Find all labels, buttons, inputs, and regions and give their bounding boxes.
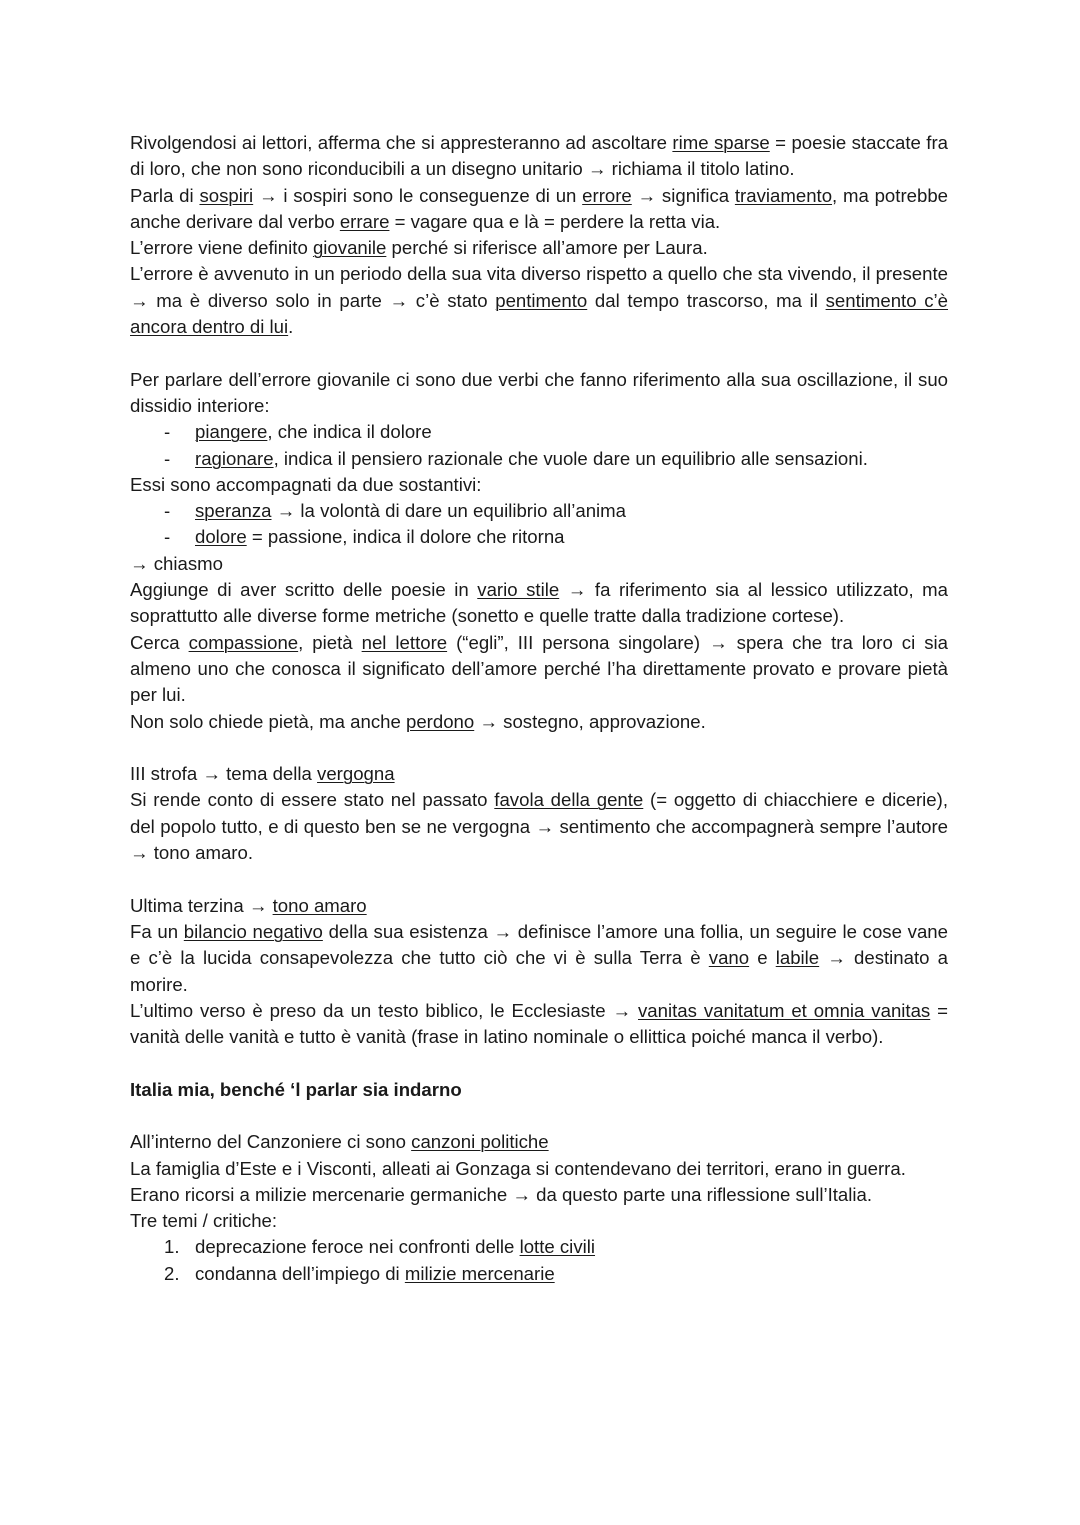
- list-item: - speranza → la volontà di dare un equilibrio all’anima: [164, 498, 948, 524]
- paragraph-perdono: Non solo chiede pietà, ma anche perdono → sostegno, approvazione.: [130, 710, 706, 732]
- underlined-term: vergogna: [317, 763, 395, 785]
- paragraph-vario-stile: Aggiunge di aver scritto delle poesie in vario stile → fa riferimento sia al lessico utilizzato, ma soprattutto alle diverse forme metriche (sonetto e quelle tratte dalla tradizione cortese).: [130, 579, 948, 627]
- underlined-term: errore: [582, 184, 632, 206]
- underlined-term: vano: [708, 947, 750, 969]
- paragraph-bilancio: Fa un bilancio negativo della sua esistenza → definisce l’amore una follia, un seguire le cose vane e c’è la lucida consapevolezza che tutto ciò che vi è sulla Terra è vano e labile → destinato a morire.: [130, 920, 948, 995]
- underlined-term: speranza: [195, 500, 272, 522]
- spacer: [130, 340, 948, 366]
- underlined-term: sentimento c’è ancora dentro di lui: [130, 289, 949, 338]
- underlined-term: favola della gente: [494, 789, 644, 811]
- page-content: [130, 130, 948, 1287]
- paragraph-giovanile: L’errore viene definito giovanile perché si riferisce all’amore per Laura.: [130, 237, 708, 259]
- spacer: [130, 735, 948, 761]
- paragraph-iii-strofa: III strofa → tema della vergogna: [130, 763, 395, 785]
- verbs-list: [130, 419, 948, 472]
- paragraph-chiasmo: → chiasmo: [130, 552, 223, 574]
- underlined-term: compassione: [188, 631, 299, 653]
- themes-list: [130, 1234, 948, 1287]
- underlined-term: lotte civili: [519, 1236, 596, 1258]
- underlined-term: piangere: [195, 421, 268, 443]
- underlined-term: dolore: [195, 526, 247, 548]
- list-item: 2. condanna dell’impiego di milizie mercenarie: [164, 1262, 555, 1284]
- paragraph-canzoni-politiche: All’interno del Canzoniere ci sono canzoni politiche: [130, 1131, 549, 1153]
- underlined-term: traviamento: [734, 184, 833, 206]
- underlined-term: tono amaro: [272, 894, 367, 916]
- nouns-list: [130, 498, 948, 551]
- paragraph-sospiri: Parla di sospiri → i sospiri sono le conseguenze di un errore → significa traviamento, ma potrebbe anche derivare dal verbo errare = vagare qua e là = perdere la retta via.: [130, 184, 948, 232]
- paragraph-nouns-intro: Essi sono accompagnati da due sostantivi:: [130, 473, 482, 495]
- paragraph-rime-sparse: Rivolgendosi ai lettori, afferma che si appresteranno ad ascoltare rime sparse = poesie staccate fra di loro, che non sono riconducibili a un disegno unitario → richiama il titolo latino.: [130, 132, 948, 180]
- paragraph-ultima-terzina: Ultima terzina → tono amaro: [130, 894, 367, 916]
- paragraph-tre-temi: Tre temi / critiche:: [130, 1210, 278, 1232]
- paragraph-vanitas: L’ultimo verso è preso da un testo biblico, le Ecclesiaste → vanitas vanitatum et omnia vanitas = vanità delle vanità e tutto è vanità (frase in latino nominale o ellittica poiché manca il verbo).: [130, 999, 948, 1048]
- underlined-term: vario stile: [477, 579, 560, 601]
- spacer: [130, 1050, 948, 1076]
- underlined-term: sospiri: [199, 184, 254, 206]
- underlined-term: ragionare: [195, 447, 274, 469]
- underlined-term: bilancio negativo: [183, 920, 323, 942]
- spacer: [130, 1103, 948, 1129]
- underlined-term: pentimento: [495, 289, 588, 311]
- underlined-term: labile: [775, 947, 820, 969]
- section-heading: Italia mia, benché ‘l parlar sia indarno: [130, 1078, 462, 1100]
- paragraph-favola: Si rende conto di essere stato nel passato favola della gente (= oggetto di chiacchiere e dicerie), del popolo tutto, e di questo ben se ne vergogna → sentimento che accompagnerà sempre l’autore → tono amaro.: [130, 789, 949, 864]
- paragraph-milizie: Erano ricorsi a milizie mercenarie germaniche → da questo parte una riflessione sull’Italia.: [130, 1183, 873, 1205]
- underlined-term: canzoni politiche: [411, 1131, 549, 1153]
- paragraph-famiglia: La famiglia d’Este e i Visconti, alleati ai Gonzaga si contendevano dei territori, erano in guerra.: [130, 1157, 906, 1179]
- spacer: [130, 866, 948, 892]
- list-item: - ragionare, indica il pensiero razionale che vuole dare un equilibrio alle sensazioni.: [164, 446, 948, 472]
- underlined-term: giovanile: [312, 237, 387, 259]
- list-item: - piangere, che indica il dolore: [164, 419, 948, 445]
- paragraph-pentimento: L’errore è avvenuto in un periodo della sua vita diverso rispetto a quello che sta vivendo, il presente → ma è diverso solo in parte → c’è stato pentimento dal tempo trascorso, ma il sentimento c’è ancora dentro di lui.: [130, 263, 949, 338]
- underlined-term: nel lettore: [361, 631, 448, 653]
- list-item: - dolore = passione, indica il dolore che ritorna: [164, 524, 948, 550]
- underlined-term: perdono: [405, 710, 475, 732]
- paragraph-verbs-intro: Per parlare dell’errore giovanile ci sono due verbi che fanno riferimento alla sua oscillazione, il suo dissidio interiore:: [130, 368, 948, 416]
- underlined-term: errare: [339, 210, 390, 232]
- paragraph-compassione: Cerca compassione, pietà nel lettore (“egli”, III persona singolare) → spera che tra loro ci sia almeno uno che conosca il significato dell’amore perché l’ha direttamente provato e provare pietà per lui.: [130, 631, 948, 706]
- underlined-term: rime sparse: [672, 132, 770, 153]
- underlined-term: vanitas vanitatum et omnia vanitas: [638, 999, 931, 1021]
- list-item: 1. deprecazione feroce nei confronti delle lotte civili: [164, 1236, 596, 1258]
- underlined-term: milizie mercenarie: [404, 1262, 555, 1284]
